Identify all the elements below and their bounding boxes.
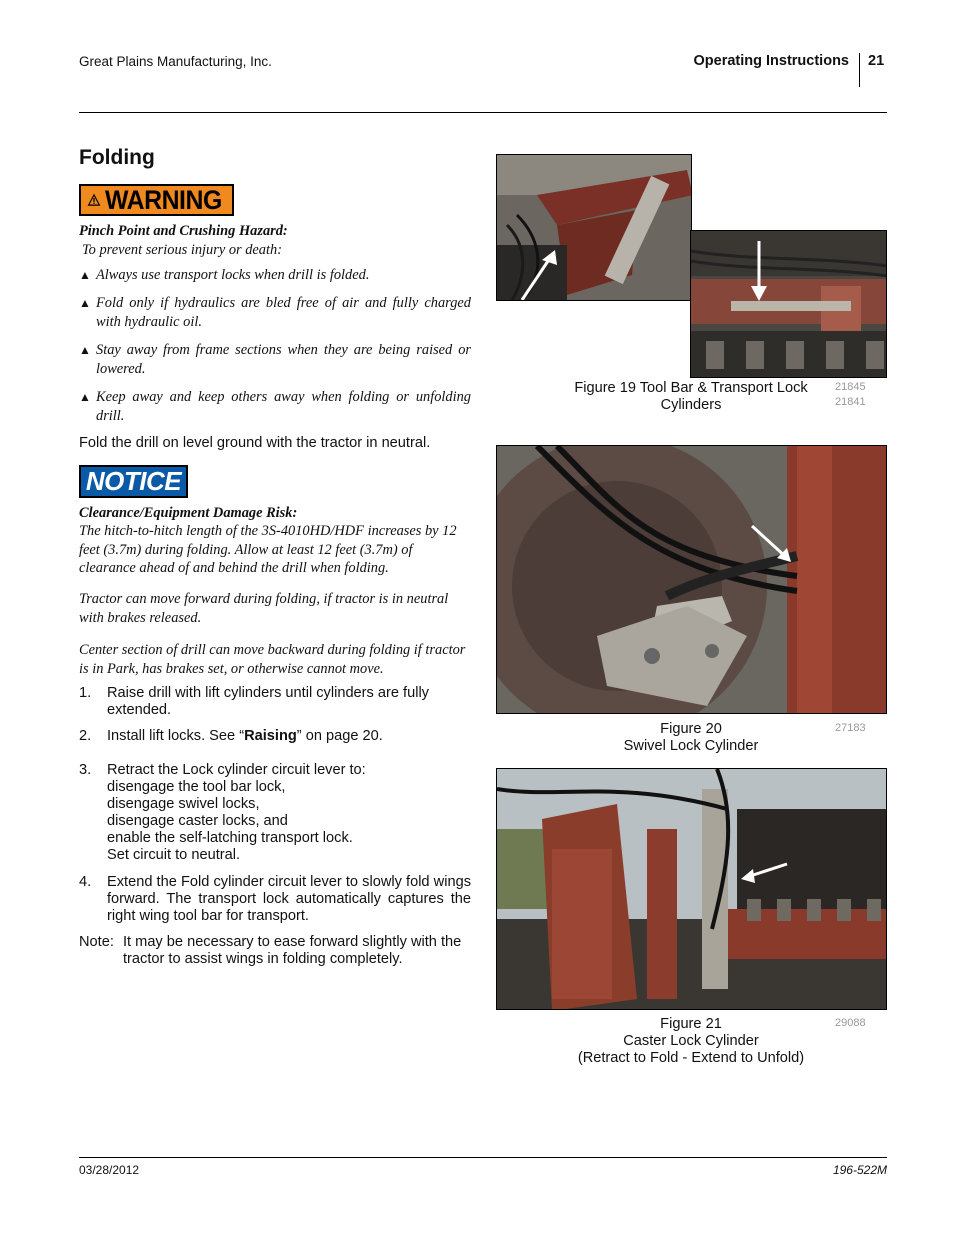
note-label: Note: [79, 934, 114, 950]
notice-paragraph: Center section of drill can move backward during folding if tractor is in Park, has brakes set, or otherwise cannot move. [79, 642, 466, 677]
footer-rule [79, 1157, 887, 1158]
figure-19-ref: 21845 21841 [835, 381, 866, 408]
figure-19-caption: Figure 19 Tool Bar & Transport Lock Cylinders [574, 380, 808, 413]
warning-bullet: ▲ Always use transport locks when drill is folded. [79, 267, 370, 283]
warning-bullet: ▲ Fold only if hydraulics are bled free of air and fully charged with hydraulic oil. [79, 295, 471, 330]
notice-label: NOTICE [85, 466, 182, 496]
section-title: Folding [79, 146, 155, 169]
figure-20-caption: Figure 20 Swivel Lock Cylinder [623, 721, 759, 754]
footer-doc-number: 196-522M [832, 1163, 887, 1177]
figure-21-caption: Figure 21 Caster Lock Cylinder (Retract to Fold - Extend to Unfold) [577, 1016, 805, 1066]
bullet-triangle-icon: ▲ [79, 296, 91, 310]
warning-label: WARNING [105, 184, 222, 215]
note-text: It may be necessary to ease forward slightly with the tractor to assist wings in folding completely. [123, 934, 462, 967]
company-name: Great Plains Manufacturing, Inc. [79, 54, 272, 69]
swivel-lock-image [497, 446, 887, 714]
warning-title: Pinch Point and Crushing Hazard: [79, 223, 288, 239]
warning-badge [79, 184, 234, 216]
step-item: 4. Extend the Fold cylinder circuit lever to slowly fold wings forward. The transport lock automatically captures the right wing tool bar for transport. [79, 874, 471, 924]
figure-21-photo [496, 768, 887, 1010]
level-ground-text: Fold the drill on level ground with the tractor in neutral. [79, 435, 431, 451]
notice-paragraph: The hitch-to-hitch length of the 3S-4010HD/HDF increases by 12 feet (3.7m) during folding. Allow at least 12 feet (3.7m) of clearance ahead of and behind the drill when folding. [79, 523, 457, 576]
figure-19-photo-toolbar [496, 154, 692, 301]
notice-paragraph: Tractor can move forward during folding, if tractor is in neutral with brakes released. [79, 591, 449, 626]
footer-date: 03/28/2012 [79, 1163, 140, 1177]
figure-19-photo-transport-lock [690, 230, 887, 378]
warning-triangle-icon [87, 189, 101, 211]
note [79, 934, 471, 968]
warning-bullet: ▲ Stay away from frame sections when they are being raised or lowered. [79, 342, 471, 377]
figure-20-photo [496, 445, 887, 714]
warning-intro: To prevent serious injury or death: [82, 242, 282, 258]
caster-lock-image [497, 769, 887, 1010]
figure-20-ref: 27183 [835, 722, 866, 734]
notice-badge [79, 465, 188, 498]
toolbar-lock-image [497, 155, 692, 301]
page-number: 21 [868, 53, 885, 69]
step-item: 3. Retract the Lock cylinder circuit lever to: disengage the tool bar lock, disengage swivel locks, disengage caster locks, and enable the self-latching transport lock. Set circuit to neutral. [79, 762, 366, 863]
header-rule [79, 112, 887, 113]
header-divider [859, 53, 860, 87]
bullet-triangle-icon: ▲ [79, 390, 91, 404]
step-item: 1. Raise drill with lift cylinders until cylinders are fully extended. [79, 685, 429, 718]
step-item: 2. Install lift locks. See “Raising” on page 20. [79, 728, 383, 744]
section-header: Operating Instructions [693, 53, 849, 69]
transport-lock-image [691, 231, 887, 378]
notice-title: Clearance/Equipment Damage Risk: [79, 505, 298, 521]
warning-bullet: ▲ Keep away and keep others away when folding or unfolding drill. [79, 389, 471, 424]
bullet-triangle-icon: ▲ [79, 268, 91, 282]
bullet-triangle-icon: ▲ [79, 343, 91, 357]
raising-link[interactable]: Raising [244, 728, 297, 744]
figure-21-ref: 29088 [835, 1017, 866, 1029]
